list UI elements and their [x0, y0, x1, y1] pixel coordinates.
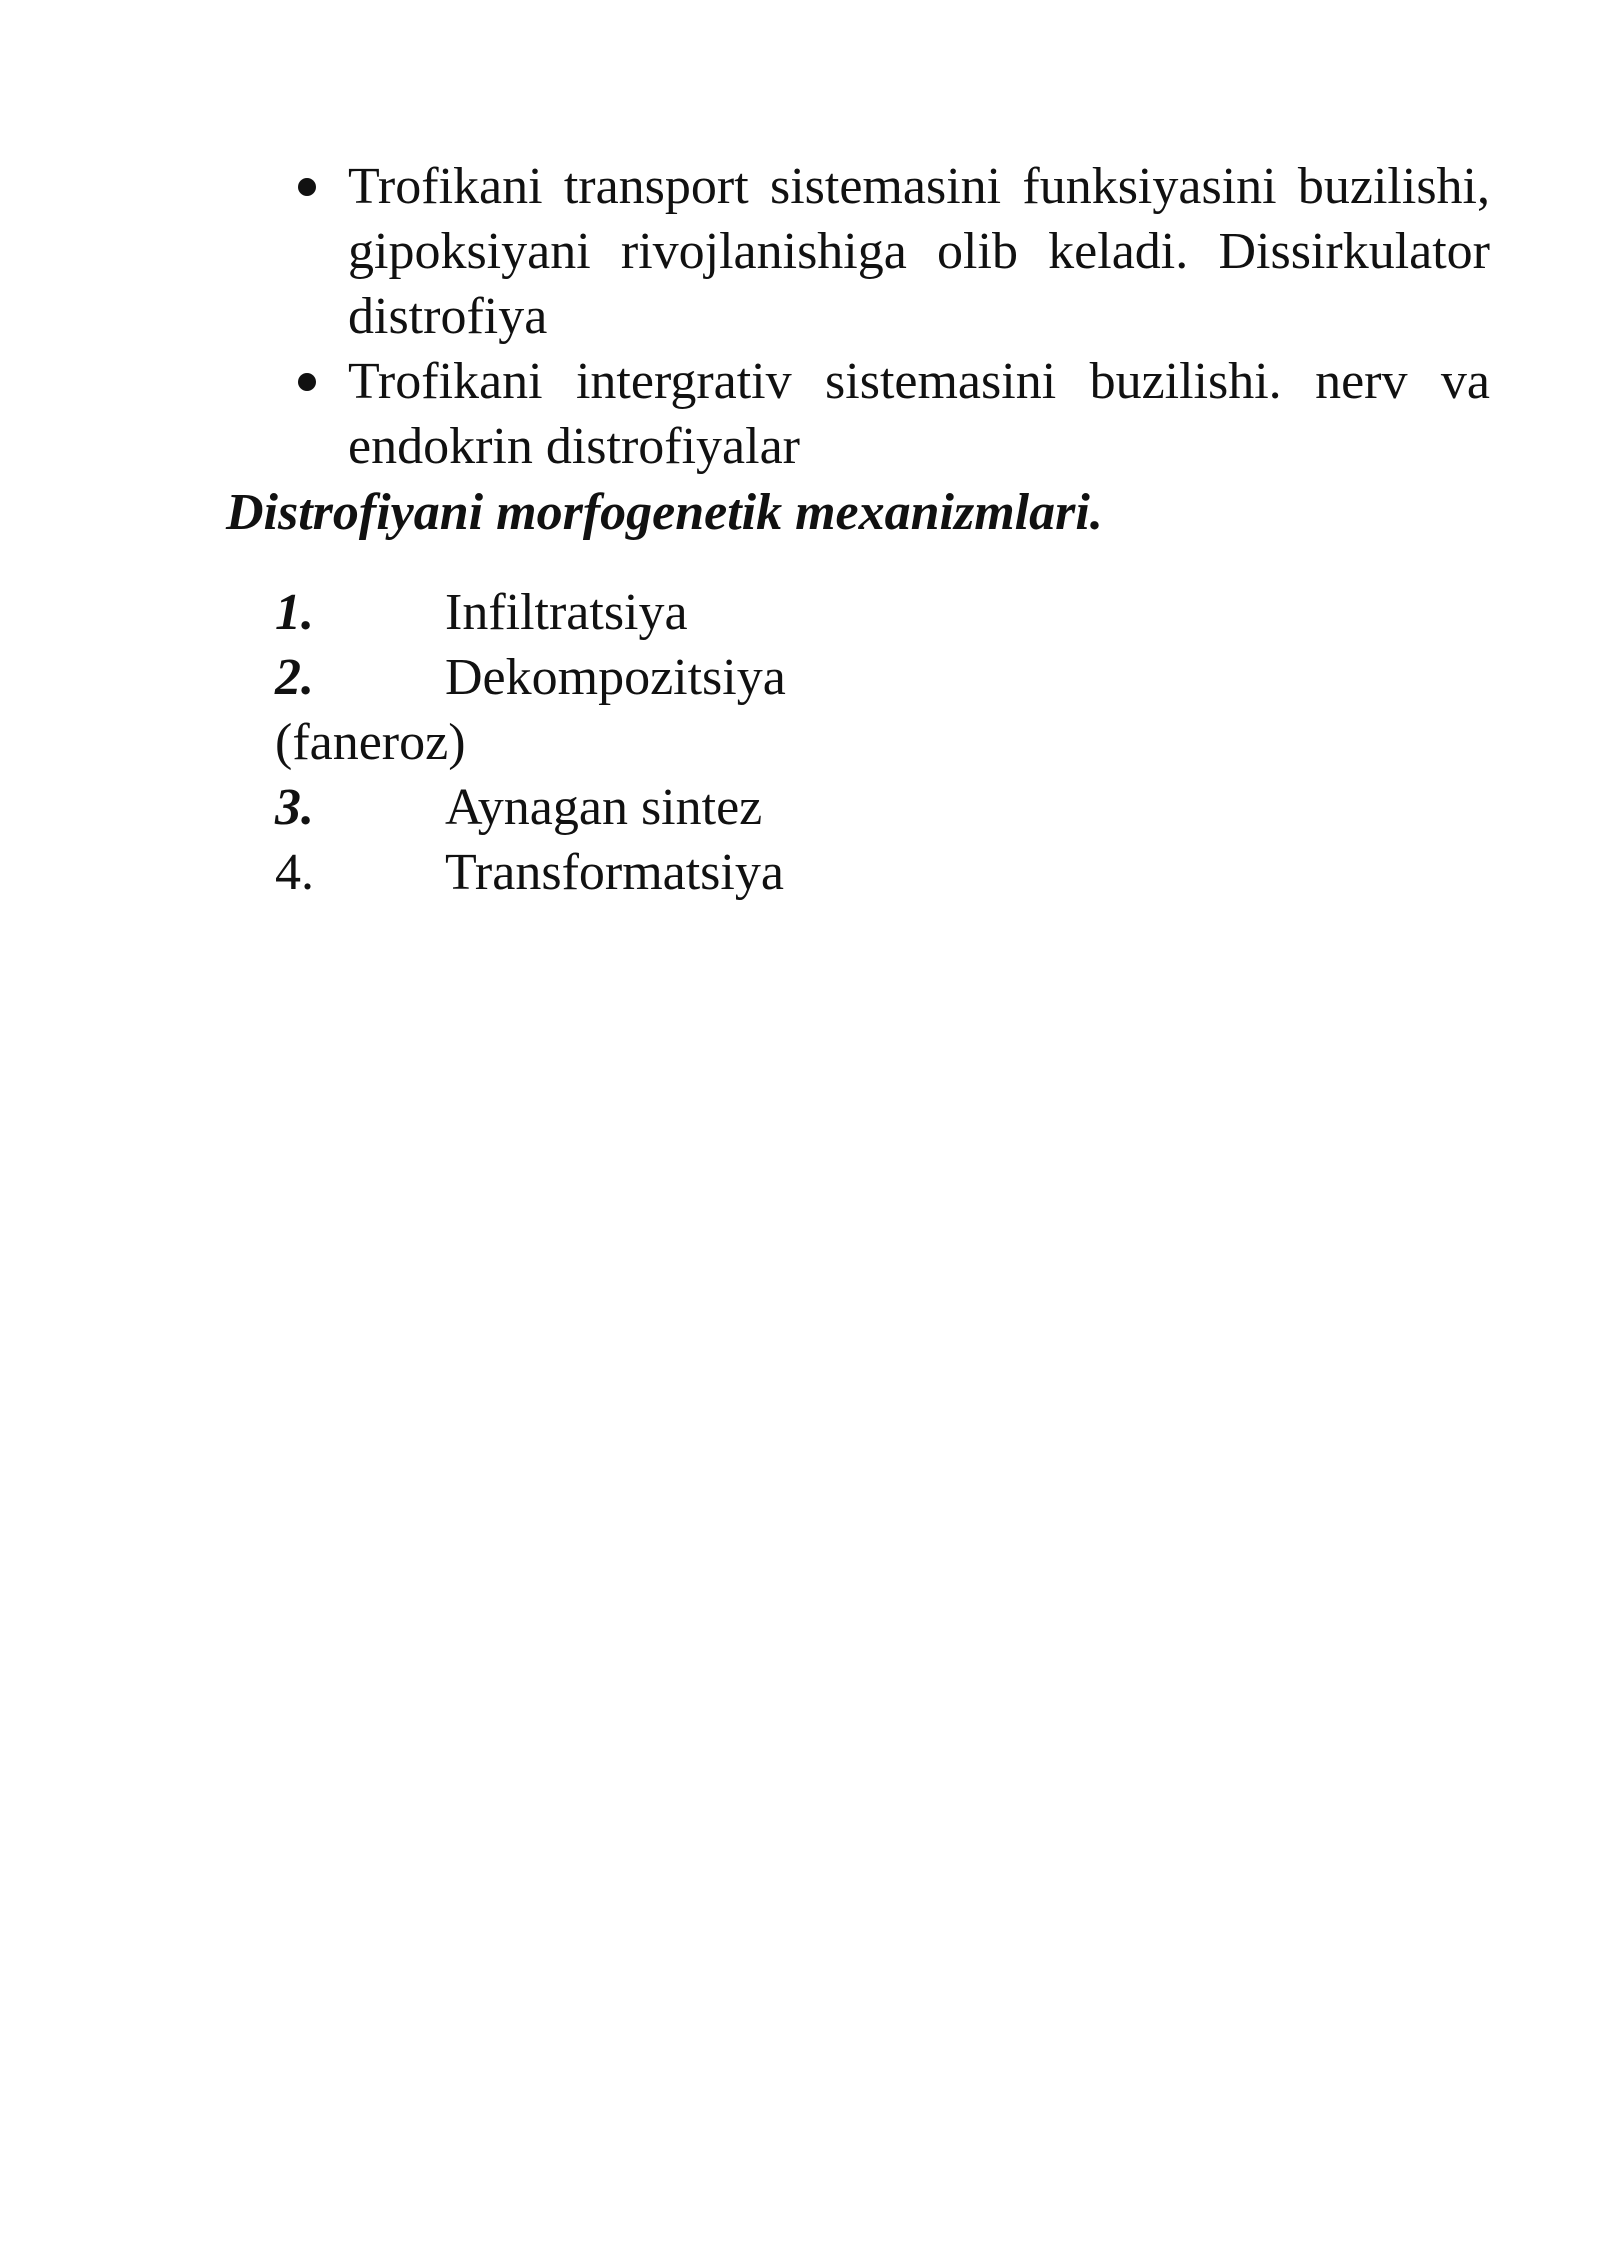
mechanism-text: Aynagan sintez	[445, 779, 763, 836]
bullet-dot-icon	[298, 178, 316, 196]
mechanism-item	[275, 580, 795, 645]
bullet-dot-icon	[298, 373, 316, 391]
mechanism-number: 1.	[275, 584, 314, 641]
mechanism-text: Transformatsiya	[445, 844, 784, 901]
mechanism-list	[275, 580, 795, 905]
mechanism-item	[275, 840, 795, 905]
bullet-list	[290, 154, 1490, 479]
mechanism-text: Dekompozitsiya (faneroz)	[275, 649, 786, 771]
mechanism-number: 4.	[275, 844, 314, 901]
mechanism-number: 2.	[275, 649, 314, 706]
mechanism-item	[275, 775, 795, 840]
bullet-item	[290, 349, 1490, 479]
bullet-text: Trofikani intergrativ sistemasini buzilishi. nerv va endokrin distrofiyalar	[348, 353, 1490, 475]
mechanism-item	[275, 645, 795, 775]
section-heading: Distrofiyani morfogenetik mexanizmlari.	[226, 484, 1103, 541]
mechanism-number: 3.	[275, 779, 314, 836]
bullet-text: Trofikani transport sistemasini funksiyasini buzilishi, gipoksiyani rivojlanishiga olib keladi. Dissirkulator distrofiya	[348, 158, 1490, 345]
mechanism-text: Infiltratsiya	[445, 584, 688, 641]
bullet-item	[290, 154, 1490, 349]
